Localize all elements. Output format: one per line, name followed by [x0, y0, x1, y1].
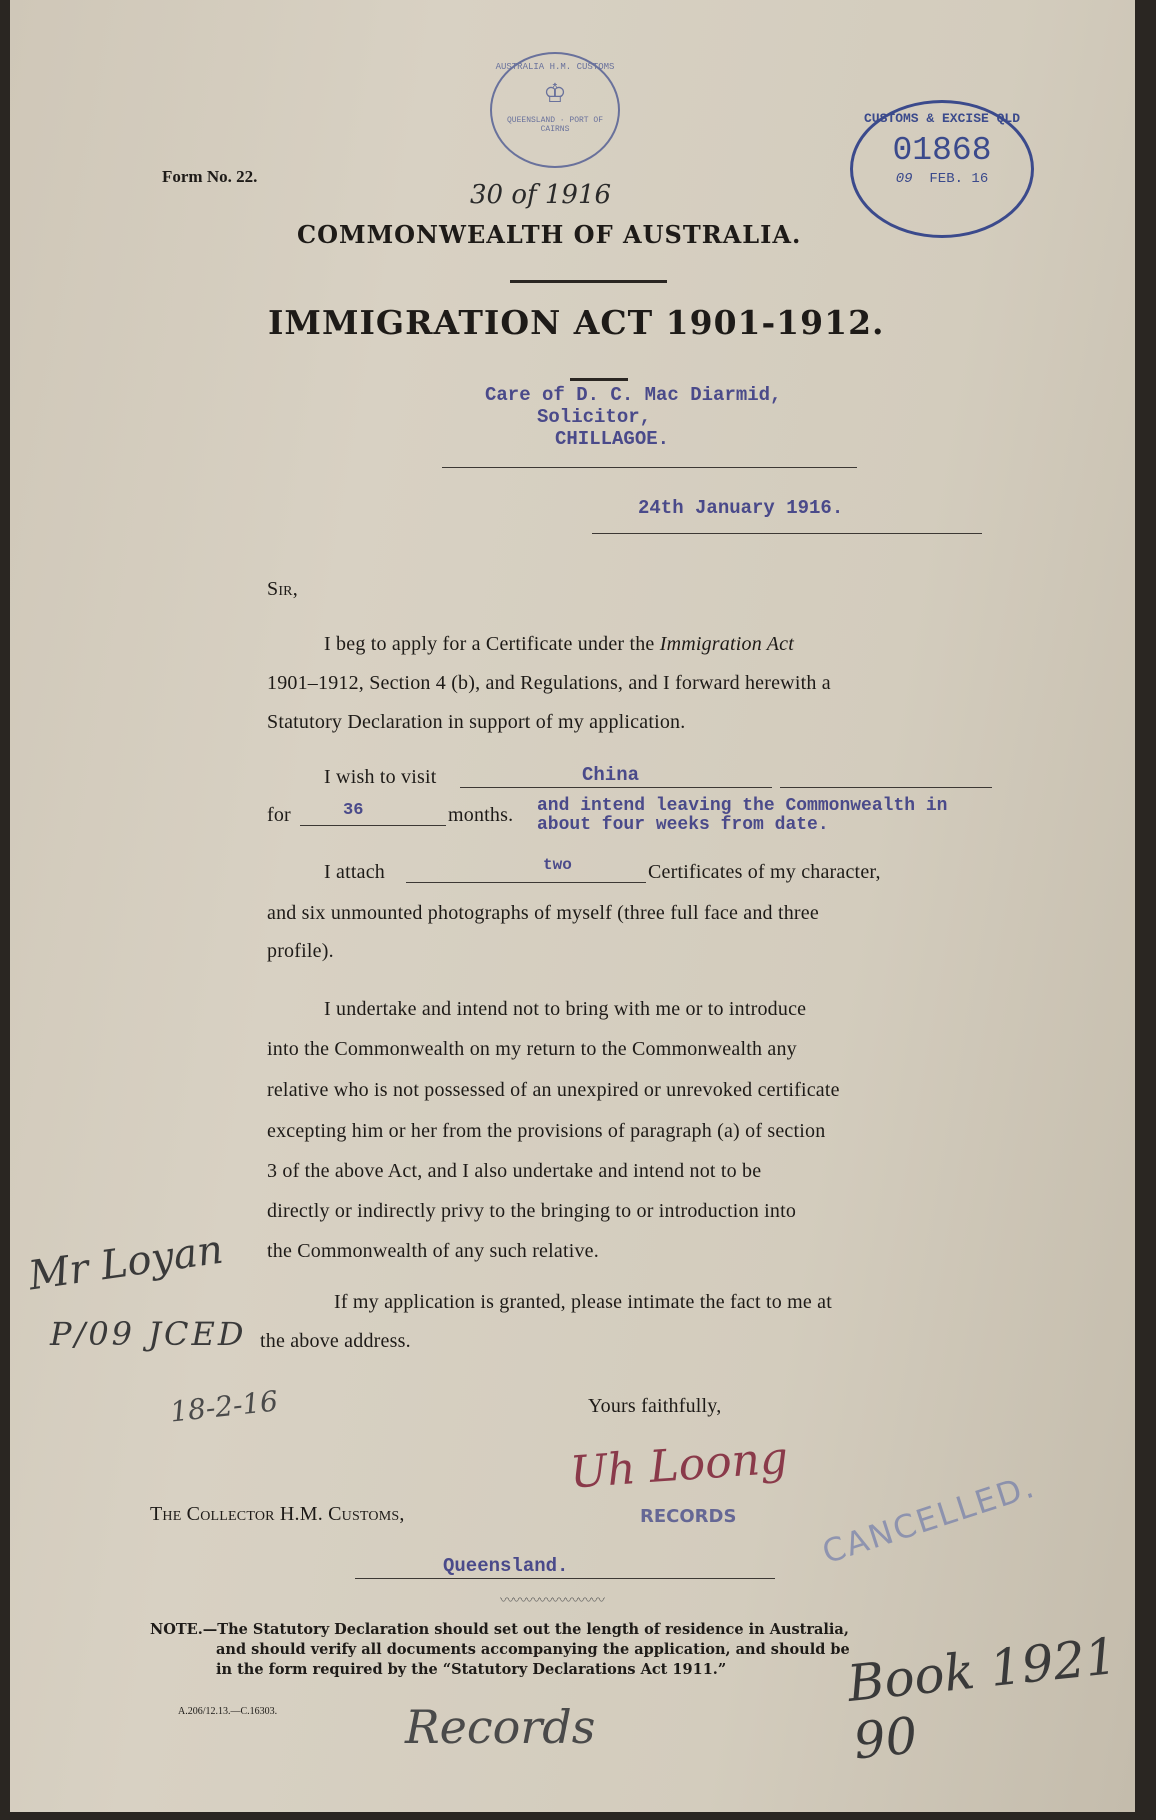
para1-line3: Statutory Declaration in support of my application. — [267, 711, 686, 733]
attach-suffix: Certificates of my character, — [648, 861, 881, 883]
para1-text: I beg to apply for a Certificate under the — [324, 633, 660, 655]
yours-faithfully: Yours faithfully, — [588, 1395, 722, 1417]
undertake-line-5: 3 of the above Act, and I also undertake and intend not to be — [267, 1160, 762, 1182]
initials-date-handwritten: 18-2-16 — [168, 1384, 280, 1429]
date-rule — [592, 533, 982, 534]
port-seal-stamp — [490, 52, 620, 168]
undertake-line-1: I undertake and intend not to bring with me or to introduce — [324, 998, 807, 1020]
signature: Uh Loong — [568, 1432, 790, 1499]
state-value: Queensland. — [443, 1555, 569, 1577]
letter-date: 24th January 1916. — [638, 497, 844, 519]
attach-field-line — [406, 882, 646, 883]
photos-line-2: profile). — [267, 940, 334, 962]
handwritten-ref: 30 of 1916 — [470, 180, 612, 210]
undertake-line-6: directly or indirectly privy to the bringing to or introduction into — [267, 1200, 797, 1222]
state-rule — [355, 1578, 775, 1579]
for-label: for — [267, 804, 291, 826]
title-rule — [570, 378, 628, 381]
customs-excise-stamp — [850, 100, 1034, 238]
records-handwritten: Records — [405, 1700, 596, 1754]
form-number: Form No. 22. — [162, 167, 258, 186]
intent-line-1: and intend leaving the Commonwealth in — [537, 796, 948, 816]
undertake-line-7: the Commonwealth of any such relative. — [267, 1240, 599, 1262]
granted-line-1: If my application is granted, please intimate the fact to me at — [334, 1291, 832, 1313]
port-seal-bottom: QUEENSLAND · PORT OF CAIRNS — [506, 116, 603, 134]
months-value: 36 — [343, 801, 364, 820]
intent-text — [537, 797, 947, 835]
address-line-2: Solicitor, — [537, 406, 652, 428]
customs-hand-number: 09 — [895, 171, 913, 187]
attach-value: two — [543, 856, 572, 874]
note-line-1: NOTE.—The Statutory Declaration should set out the length of residence in Australia, — [150, 1621, 849, 1638]
customs-number: 01868 — [892, 132, 992, 169]
wavy-divider: 〰〰〰〰〰〰〰〰 — [500, 1593, 604, 1609]
intent-line-2: about four weeks from date. — [537, 815, 829, 835]
address-line-1: Care of D. C. Mac Diarmid, — [485, 384, 782, 406]
footer-code: A.206/12.13.—C.16303. — [178, 1706, 278, 1717]
address-block — [485, 384, 781, 450]
note-line-2: and should verify all documents accompanying the application, and should be — [216, 1641, 850, 1658]
visit-label: I wish to visit — [324, 766, 437, 788]
undertake-line-3: relative who is not possessed of an unexpired or unrevoked certificate — [267, 1079, 840, 1101]
months-label: months. — [448, 804, 514, 826]
attach-label: I attach — [324, 861, 386, 883]
book-handwritten: Book 1921 90 — [844, 1626, 1120, 1771]
salutation: Sir, — [267, 578, 298, 600]
margin-name-handwritten: Mr Loyan — [25, 1226, 226, 1300]
note-line-3: in the form required by the “Statutory Declarations Act 1911.” — [216, 1661, 727, 1678]
customs-ring-text: CUSTOMS & EXCISE QLD — [863, 111, 1021, 126]
act-title: IMMIGRATION ACT 1901-1912. — [268, 303, 885, 342]
photos-line-1: and six unmounted photographs of myself (three full face and three — [267, 902, 819, 924]
para1-line2: 1901–1912, Section 4 (b), and Regulations, and I forward herewith a — [267, 672, 831, 694]
country-heading: COMMONWEALTH OF AUSTRALIA. — [297, 220, 802, 249]
months-field-line — [300, 825, 446, 826]
collector-line: The Collector H.M. Customs, — [150, 1503, 405, 1525]
para1-line1 — [324, 633, 794, 656]
heading-rule — [510, 280, 667, 283]
cancelled-stamp: CANCELLED. — [817, 1466, 1040, 1572]
crown-icon: ♔ — [544, 75, 566, 113]
granted-line-2: the above address. — [260, 1330, 411, 1352]
records-stamp: RECORDS — [640, 1506, 737, 1527]
para1-act-name: Immigration Act — [659, 633, 794, 655]
undertake-line-4: excepting him or her from the provisions of paragraph (a) of section — [267, 1120, 826, 1142]
margin-ref-handwritten: P/09 JCED — [50, 1315, 247, 1353]
visit-value: China — [582, 764, 640, 786]
address-line-3: CHILLAGOE. — [555, 428, 670, 450]
address-rule — [442, 467, 857, 468]
note-block — [150, 1620, 850, 1680]
port-seal-top: AUSTRALIA H.M. CUSTOMS — [495, 62, 615, 72]
visit-field-line-2 — [780, 787, 992, 788]
document-page — [10, 0, 1135, 1812]
visit-field-line — [460, 787, 772, 788]
undertake-line-2: into the Commonwealth on my return to the Commonwealth any — [267, 1038, 797, 1060]
customs-date: FEB. 16 — [929, 171, 989, 187]
